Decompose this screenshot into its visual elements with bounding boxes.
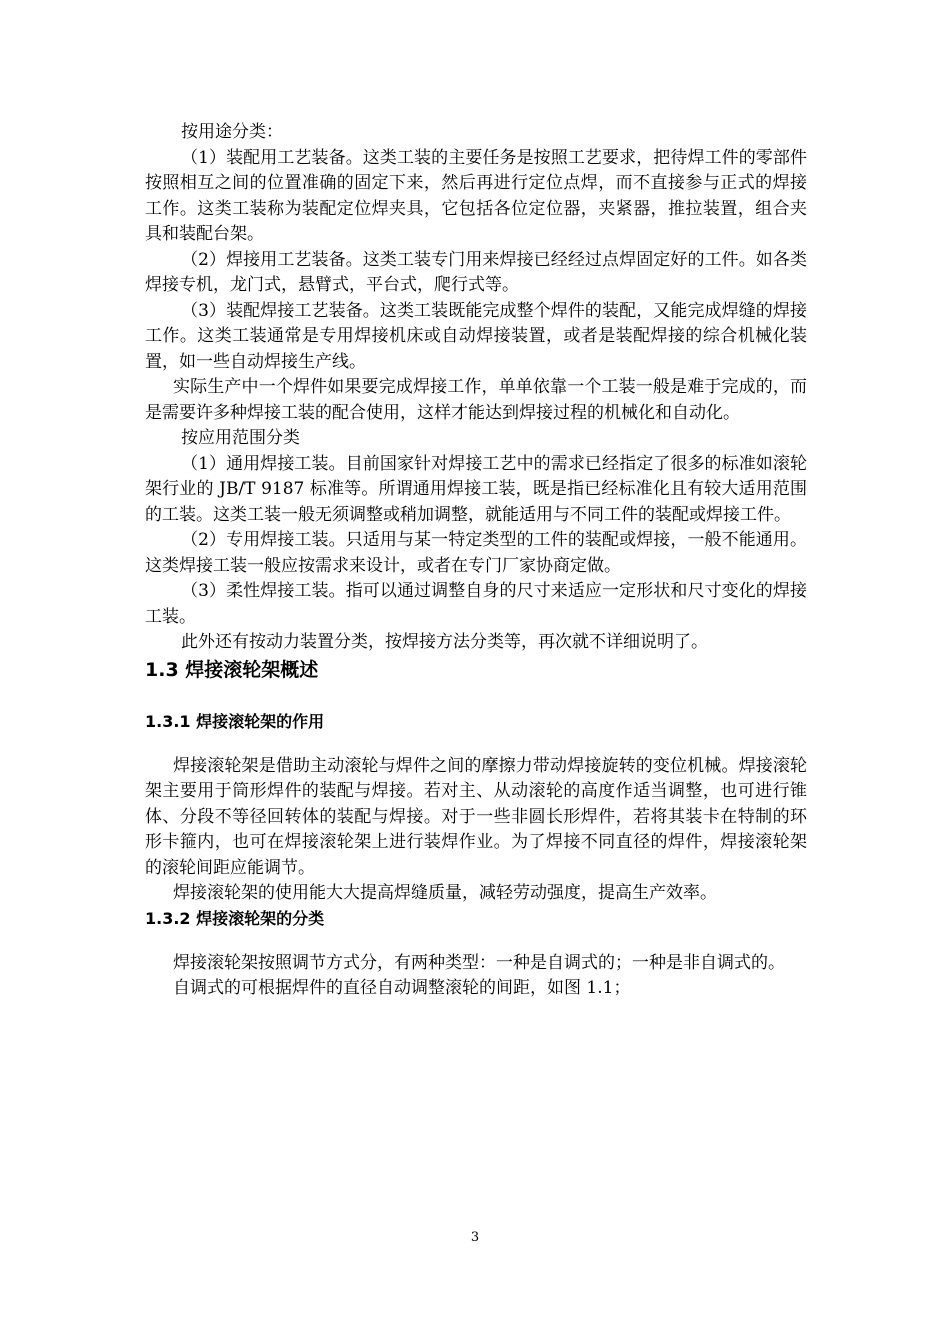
- paragraph-welding-equipment: （2）焊接用工艺装备。这类工装专门用来焊接已经经过点焊固定好的工件。如各类焊接专机，龙门式，悬臂式，平台式，爬行式等。: [145, 249, 807, 295]
- page-content: [145, 120, 807, 1002]
- spacer: [145, 931, 807, 951]
- section-heading-1-3-1: 1.3.1 焊接滚轮架的作用: [145, 711, 325, 731]
- paragraph-roller-types: 焊接滚轮架按照调节方式分，有两种类型：一种是自调式的；一种是非自调式的。: [173, 952, 785, 973]
- paragraph-special-fixture: （2）专用焊接工装。只适用与某一特定类型的工件的装配或焊接，一般不能通用。这类焊接工装一般应按需求来设计，或者在专门厂家协商定做。: [145, 530, 807, 576]
- paragraph-general-fixture: （1）通用焊接工装。目前国家针对焊接工艺中的需求已经指定了很多的标准如滚轮架行业的 JB/T 9187 标准等。所谓通用焊接工装，既是指已经标准化且有较大适用范围的工装。这类工装一般无须调整或稍加调整，就能适用与不同工件的装配或焊接工件。: [145, 453, 807, 525]
- paragraph-roller-benefits: 焊接滚轮架的使用能大大提高焊缝质量，减轻劳动强度，提高生产效率。: [173, 883, 717, 903]
- section-heading-1-3-2: 1.3.2 焊接滚轮架的分类: [145, 908, 325, 928]
- paragraph-by-purpose: 按用途分类：: [181, 122, 283, 142]
- spacer: [145, 734, 807, 754]
- paragraph-assembly-welding-equipment: （3）装配焊接工艺装备。这类工装既能完成整个焊件的装配，又能完成焊缝的焊接工作。这类工装通常是专用焊接机床或自动焊接装置，或者是装配焊接的综合机械化装置，如一些自动焊接生产线。: [145, 300, 807, 372]
- section-heading-1-3: 1.3 焊接滚轮架概述: [145, 658, 319, 681]
- paragraph-actual-production: 实际生产中一个焊件如果要完成焊接工作，单单依靠一个工装一般是难于完成的，而是需要许多种焊接工装的配合使用，这样才能达到焊接过程的机械化和自动化。: [145, 377, 807, 423]
- paragraph-by-application: 按应用范围分类: [181, 428, 300, 448]
- paragraph-roller-function: 焊接滚轮架是借助主动滚轮与焊件之间的摩擦力带动焊接旋转的变位机械。焊接滚轮架主要用于筒形焊件的装配与焊接。若对主、从动滚轮的高度作适当调整，也可进行锥体、分段不等径回转体的装配与焊接。对于一些非圆长形焊件，若将其装卡在特制的环形卡箍内，也可在焊接滚轮架上进行装焊作业。为了焊接不同直径的焊件，焊接滚轮架的滚轮间距应能调节。: [145, 755, 807, 878]
- paragraph-self-adjusting: 自调式的可根据焊件的直径自动调整滚轮的间距，如图 1.1；: [173, 978, 631, 998]
- spacer: [145, 684, 807, 710]
- paragraph-flexible-fixture: （3）柔性焊接工装。指可以通过调整自身的尺寸来适应一定形状和尺寸变化的焊接工装。: [145, 581, 807, 627]
- paragraph-assembly-equipment: （1）装配用工艺装备。这类工装的主要任务是按照工艺要求，把待焊工件的零部件按照相互之间的位置准确的固定下来，然后再进行定位点焊，而不直接参与正式的焊接工作。这类工装称为装配定位焊夹具，它包括各位定位器，夹紧器，推拉装置，组合夹具和装配台架。: [145, 147, 807, 244]
- paragraph-other-classification: 此外还有按动力装置分类，按焊接方法分类等，再次就不详细说明了。: [181, 632, 708, 652]
- page-number: 3: [470, 1230, 480, 1245]
